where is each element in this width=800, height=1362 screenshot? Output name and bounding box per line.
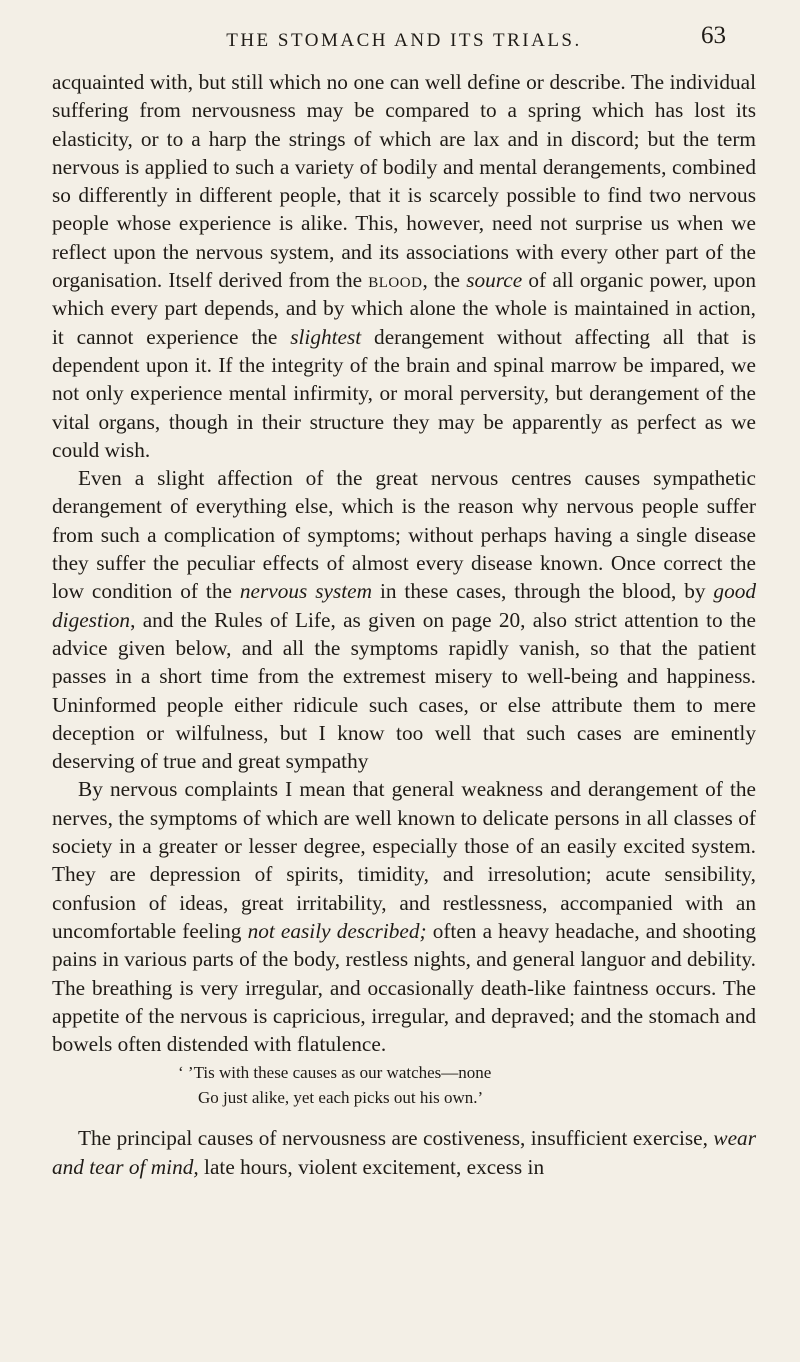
good-digestion-italic: good digestion: [52, 579, 757, 632]
not-easily-described-italic: not easily described;: [247, 918, 427, 943]
paragraph-2-text-a: Even a slight affection of the great nervous centres causes sympathetic derangement of everything else, which is the reason why nervous people suffer from such a complication of symptoms; without perhaps having a single disease they suffer the peculiar effects of almost every disease known. Once correct the low condition of the: [52, 466, 756, 604]
source-italic: source: [466, 268, 523, 293]
verse-line-1: ‘ ’Tis with these causes as our watches—none: [178, 1063, 492, 1083]
paragraph-3-text-b: often a heavy headache, and shooting pains in various parts of the body, restless nights, and general languor and debility. The breathing is very irregular, and occasionally death-like faintness occurs. The appetite of the nervous is capricious, irregular, and depraved; and the stomach and bowels often distended with flatulence.: [52, 918, 756, 1057]
paragraph-4: [52, 1124, 756, 1181]
paragraph-4-text-b: late hours, violent excitement, excess in: [198, 1154, 545, 1179]
paragraph-4-text-a: The principal causes of nervousness are costiveness, insufficient exercise,: [78, 1126, 714, 1151]
nervous-system-italic: nervous system: [239, 579, 373, 604]
running-head: [52, 0, 756, 68]
wear-and-tear-italic: wear and tear of mind,: [52, 1126, 756, 1179]
paragraph-2-text-b: in these cases, through the blood, by: [372, 579, 714, 604]
paragraph-1-text-a: acquainted with, but still which no one can well define or describe. The individual suffering from nervousness may be compared to a spring which has lost its elasticity, or to a harp the strings of which are lax and in discord; but the term nervous is applied to such a variety of bodily and mental derangements, combined so differently in different people, that it is scarcely possible to find two nervous people whose experience is alike. This, however, need not surprise us when we reflect upon the nervous system, and its associations with every other part of the organisation. Itself derived from the: [52, 70, 756, 293]
page-number: 63: [701, 22, 726, 49]
slightest-italic: slightest: [290, 324, 362, 349]
paragraph-1: [52, 68, 756, 464]
blood-smallcaps: blood: [368, 268, 423, 293]
verse-line-2: Go just alike, yet each picks out his own.’: [198, 1088, 484, 1108]
body-text: [52, 68, 756, 1181]
running-title: THE STOMACH AND ITS TRIALS.: [226, 30, 582, 51]
paragraph-3-text-a: By nervous complaints I mean that general weakness and derangement of the nerves, the symptoms of which are well known to delicate persons in all classes of society in a greater or lesser degree, especially those of an easily excited system. They are depression of spirits, timidity, and irresolution; acute sensibility, confusion of ideas, great irritability, and restlessness, accompanied with an uncomfortable feeling: [52, 777, 756, 943]
paragraph-1-text-b: , the: [422, 268, 467, 293]
paragraph-2: [52, 464, 756, 775]
paragraph-1-text-d: derangement without affecting all that is dependent upon it. If the integrity of the brain and spinal marrow be impared, we not only experience mental infirmity, or moral perversity, but derangement of the vital organs, though in their structure they may be apparently as perfect as we could wish.: [52, 324, 757, 462]
verse-quote: [52, 1060, 756, 1110]
book-page: [52, 0, 756, 1362]
paragraph-3: [52, 775, 756, 1058]
paragraph-1-text-c: of all organic power, upon which every part depends, and by which alone the whole is maintained in action, it cannot experience the: [52, 268, 756, 349]
paragraph-2-text-c: , and the Rules of Life, as given on page 20, also strict attention to the advice given below, and all the symptoms rapidly vanish, so that the patient passes in a short time from the extremest misery to well-being and happiness. Uninformed people either ridicule such cases, or else attribute them to mere deception or wilfulness, but I know too well that such cases are eminently deserving of true and great sympathy: [52, 607, 756, 774]
